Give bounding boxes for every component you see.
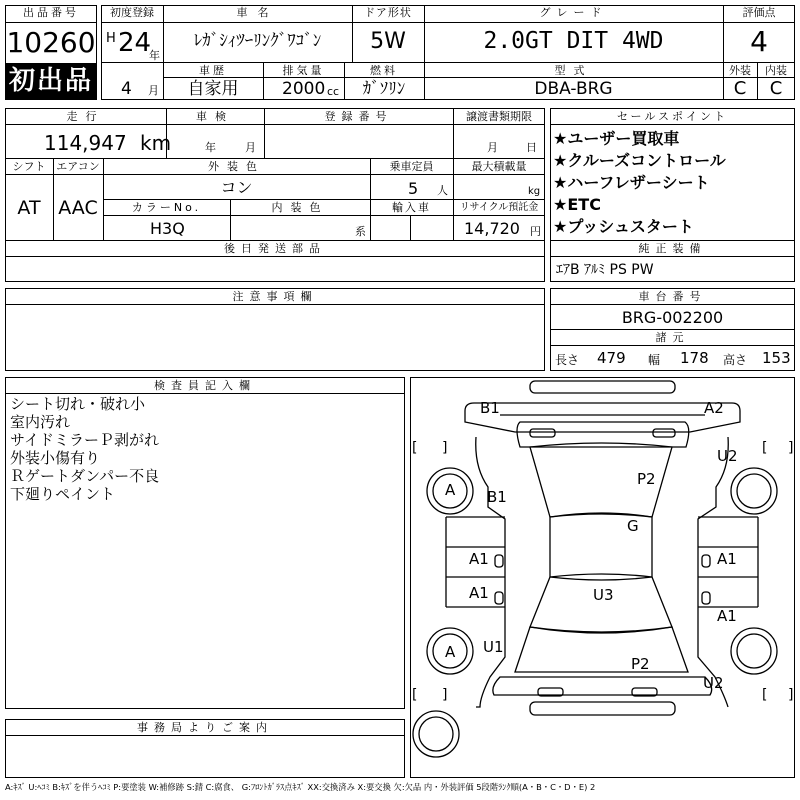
capacity-label: 乗車定員 [389, 160, 434, 173]
mileage: 114,947 [44, 131, 127, 155]
damage-mark: A [445, 481, 456, 499]
int-color-unit: 系 [355, 225, 366, 238]
score: 4 [750, 25, 768, 58]
recycle: 14,720 [464, 219, 520, 238]
transfer-day-unit: 日 [526, 141, 537, 154]
damage-mark: G [627, 517, 639, 535]
inspection-month-unit: 月 [245, 141, 256, 154]
damage-mark: P2 [631, 655, 650, 673]
damage-mark: A2 [704, 399, 724, 417]
legend: A:ｷｽﾞ U:ﾍｺﾐ B:ｷｽﾞを伴うﾍｺﾐ P:要塗装 W:補修跡 S:錆 C:腐食、 G:ﾌﾛﾝﾄｶﾞﾗｽ点ｷｽﾞ XX:交換済み X:要交換 欠:欠品 内・外装評価 5段階ﾗﾝｸ順(A・B・C・D・E) 2 [5, 782, 596, 792]
bracket: [ [412, 687, 418, 703]
displacement-unit: cc [327, 85, 340, 98]
fuel-label: 燃料 [370, 64, 398, 77]
color-no: H3Q [150, 219, 185, 238]
history: 自家用 [187, 79, 239, 99]
recycle-unit: 円 [530, 225, 541, 238]
damage-mark: A [445, 643, 456, 661]
history-label: 車歴 [199, 64, 227, 77]
equipment-value: ｴｱB ｱﾙﾐ PS PW [556, 262, 654, 278]
inspector-line: 室内汚れ [10, 413, 71, 431]
length-label: 長さ [555, 353, 580, 367]
inspector-label: 検査員記入欄 [154, 379, 256, 392]
dimensions-label: 諸元 [655, 331, 690, 344]
inspector-line: 下廻りペイント [10, 485, 116, 503]
load-unit: kg [528, 186, 541, 197]
first-reg-month: 4 [121, 79, 132, 99]
car-name: ﾚｶﾞｼｨﾂｰﾘﾝｸﾞﾜｺﾞﾝ [193, 31, 322, 51]
bracket: [ [412, 440, 418, 456]
damage-mark: U2 [717, 447, 738, 465]
sales-point-item: ★ETC [553, 195, 601, 214]
capacity-unit: 人 [437, 184, 448, 197]
chassis-label: 車台番号 [638, 290, 707, 303]
import-label: 輸入車 [392, 201, 431, 214]
damage-mark: B1 [487, 488, 507, 506]
displacement-label: 排気量 [282, 64, 325, 77]
length: 479 [597, 349, 626, 367]
score-label: 評価点 [742, 6, 776, 19]
displacement: 2000 [282, 79, 326, 99]
transfer-label: 譲渡書類期限 [466, 110, 532, 123]
bracket: ] [788, 440, 794, 456]
lot-number: 10260 [6, 26, 96, 59]
first-reg-label: 初度登録 [110, 6, 154, 19]
grade: 2.0GT DIT 4WD [483, 28, 664, 54]
grade-label: グレード [539, 6, 608, 19]
height: 153 [762, 349, 791, 367]
inspector-line: Ｒゲートダンパー不良 [10, 467, 160, 485]
lot-label: 出品番号 [23, 6, 79, 19]
sales-point-item: ★クルーズコントロール [553, 151, 726, 170]
exterior-grade: C [733, 78, 747, 99]
width: 178 [680, 349, 709, 367]
mileage-label: 走行 [66, 110, 105, 123]
fuel: ｶﾞｿﾘﾝ [362, 79, 406, 99]
interior-grade-label: 内装 [765, 64, 787, 77]
damage-mark: B1 [480, 399, 500, 417]
damage-mark: U3 [593, 586, 614, 604]
bracket: ] [788, 687, 794, 703]
interior-grade: C [769, 78, 783, 99]
ext-color-label: 外装色 [208, 160, 265, 173]
width-label: 幅 [648, 353, 661, 367]
later-parts-label: 後日発送部品 [224, 242, 326, 255]
int-color-label: 内装色 [271, 201, 329, 214]
height-label: 高さ [723, 353, 748, 367]
bracket: [ [762, 440, 768, 456]
sales-points-label: セールスポイント [616, 110, 728, 123]
ac: AAC [58, 197, 98, 219]
damage-mark: A1 [717, 607, 737, 625]
car-diagram [410, 377, 795, 778]
door: 5W [370, 29, 406, 54]
ac-label: エアコン [56, 160, 100, 173]
year-unit: 年 [149, 49, 160, 62]
transfer-month-unit: 月 [487, 141, 498, 154]
inspection-year-unit: 年 [205, 141, 216, 154]
model: DBA-BRG [534, 79, 613, 99]
recycle-label: リサイクル預託金 [459, 202, 539, 213]
bracket: [ [762, 687, 768, 703]
capacity: 5 [408, 179, 419, 198]
model-label: 型式 [554, 64, 593, 77]
equipment-label: 純正装備 [638, 242, 707, 255]
shift-label: シフト [12, 160, 46, 173]
month-unit: 月 [148, 84, 159, 97]
sales-point-item: ★ユーザー買取車 [553, 129, 680, 148]
office-label: 事務局よりご案内 [137, 721, 273, 734]
bracket: ] [442, 687, 448, 703]
inspector-line: シート切れ・破れ小 [10, 395, 146, 413]
first-listing-badge: 初出品 [6, 63, 96, 99]
door-label: ドア形状 [364, 6, 412, 19]
exterior-grade-label: 外装 [729, 64, 751, 77]
ext-color: コン [220, 178, 253, 197]
inspector-line: サイドミラーＰ剥がれ [10, 431, 159, 449]
mileage-unit: km [140, 131, 172, 155]
shift: AT [17, 197, 41, 219]
damage-mark: A1 [469, 584, 489, 602]
era: H [106, 31, 116, 46]
damage-mark: A1 [469, 550, 489, 568]
chassis-value: BRG-002200 [621, 308, 724, 327]
damage-mark: A1 [717, 550, 737, 568]
inspector-line: 外装小傷有り [10, 449, 101, 467]
first-reg-year: 24 [118, 28, 152, 58]
load-label: 最大積載量 [471, 160, 527, 173]
sales-point-item: ★ハーフレザーシート [553, 173, 710, 192]
color-no-label: カラーNo. [131, 201, 202, 214]
damage-mark: U1 [483, 638, 504, 656]
notes-label: 注意事項欄 [232, 290, 318, 303]
bracket: ] [442, 440, 448, 456]
damage-mark: U2 [703, 674, 724, 692]
inspection-label: 車検 [196, 110, 234, 123]
reg-no-label: 登録番号 [324, 110, 393, 123]
damage-mark: P2 [637, 470, 656, 488]
car-name-label: 車名 [236, 6, 279, 19]
sales-point-item: ★プッシュスタート [553, 217, 694, 236]
